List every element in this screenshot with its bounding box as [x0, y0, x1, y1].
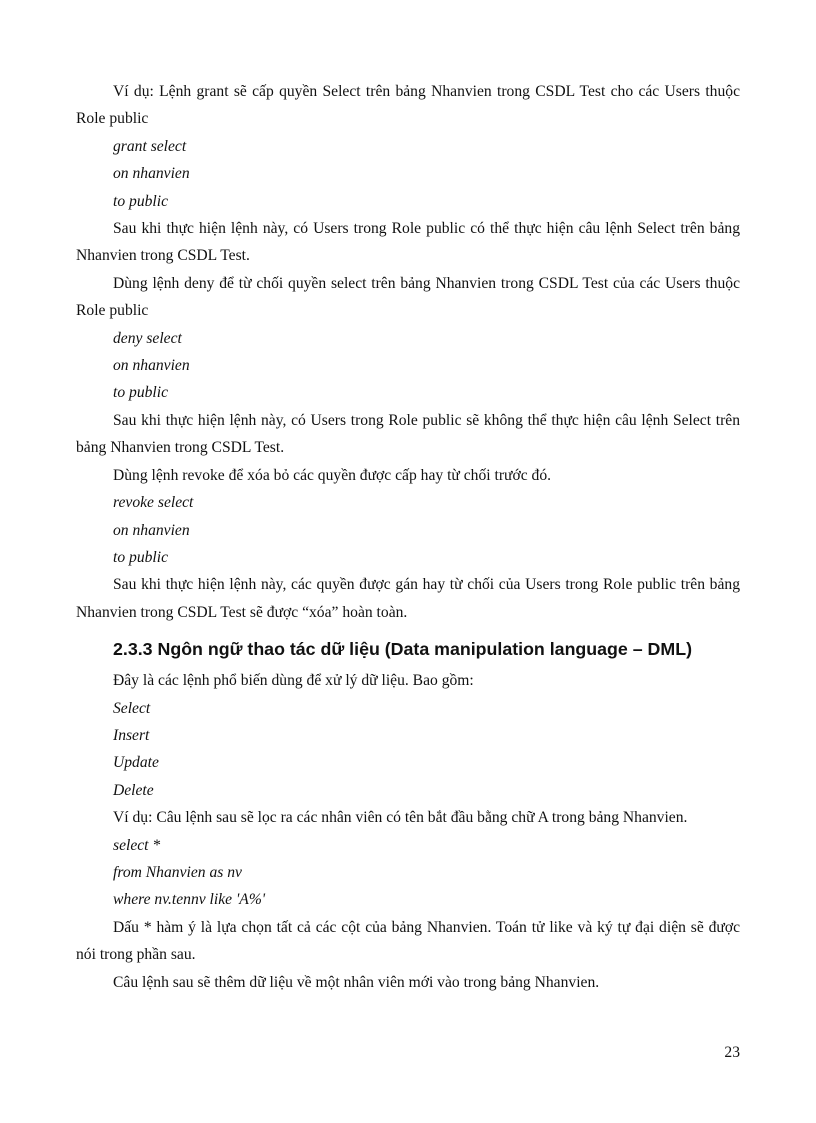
paragraph-grant-result: Sau khi thực hiện lệnh này, có Users trong Role public có thể thực hiện câu lệnh Select trên bảng Nhanvien trong CSDL Test.	[76, 220, 740, 265]
paragraph-grant-example: Ví dụ: Lệnh grant sẽ cấp quyền Select trên bảng Nhanvien trong CSDL Test cho các Users thuộc Role public	[76, 83, 740, 128]
paragraph-deny-example: Dùng lệnh deny để từ chối quyền select trên bảng Nhanvien trong CSDL Test của các Users thuộc Role public	[76, 274, 740, 320]
document-page	[76, 78, 740, 996]
code-line: deny select	[113, 329, 182, 347]
code-line: select *	[113, 836, 161, 854]
code-line: to public	[113, 548, 169, 566]
section-heading: 2.3.3 Ngôn ngữ thao tác dữ liệu (Data manipulation language – DML)	[113, 639, 692, 660]
dml-list-item: Insert	[113, 726, 150, 744]
dml-list-item: Select	[113, 699, 151, 717]
paragraph-revoke-result: Sau khi thực hiện lệnh này, các quyền được gán hay từ chối của Users trong Role public trên bảng Nhanvien trong CSDL Test sẽ được “xóa” hoàn toàn.	[76, 576, 740, 621]
code-line: revoke select	[113, 494, 194, 512]
dml-list-item: Delete	[113, 781, 154, 799]
code-line: to public	[113, 192, 169, 210]
code-line: on nhanvien	[113, 357, 190, 375]
paragraph-dml-intro: Đây là các lệnh phổ biến dùng để xử lý dữ liệu. Bao gồm:	[113, 672, 474, 690]
code-line: grant select	[113, 137, 187, 155]
page-number: 23	[724, 1044, 740, 1061]
paragraph-insert-intro: Câu lệnh sau sẽ thêm dữ liệu về một nhân viên mới vào trong bảng Nhanvien.	[113, 973, 600, 991]
paragraph-revoke-example: Dùng lệnh revoke để xóa bỏ các quyền được cấp hay từ chối trước đó.	[113, 466, 552, 484]
code-line: on nhanvien	[113, 165, 190, 183]
code-line: where nv.tennv like 'A%'	[113, 891, 266, 909]
paragraph-deny-result: Sau khi thực hiện lệnh này, có Users trong Role public sẽ không thể thực hiện câu lệnh Select trên bảng Nhanvien trong CSDL Test.	[76, 411, 740, 457]
dml-list-item: Update	[113, 754, 159, 772]
code-line: on nhanvien	[113, 521, 190, 539]
code-line: from Nhanvien as nv	[113, 863, 242, 881]
paragraph-select-explanation: Dấu * hàm ý là lựa chọn tất cả các cột của bảng Nhanvien. Toán tử like và ký tự đại diện sẽ được nói trong phần sau.	[76, 918, 740, 964]
paragraph-select-example: Ví dụ: Câu lệnh sau sẽ lọc ra các nhân viên có tên bắt đầu bằng chữ A trong bảng Nhanvien.	[113, 809, 688, 827]
code-line: to public	[113, 384, 169, 402]
